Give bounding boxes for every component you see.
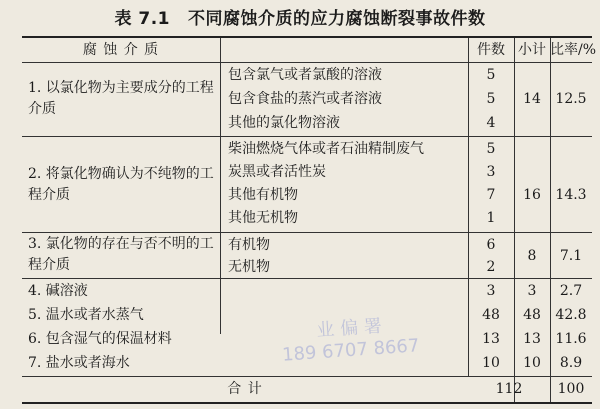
- row-rule: [22, 278, 592, 279]
- row-7-count: 10: [482, 355, 500, 371]
- group-2-count-4: 1: [486, 210, 496, 226]
- row-4-count: 3: [486, 283, 496, 299]
- row-5-count: 48: [482, 307, 500, 323]
- row-6-subtotal: 13: [523, 331, 541, 347]
- group-2-label: 2. 将氯化物确认为不纯物的工程介质: [28, 166, 214, 203]
- row-5-subtotal: 48: [523, 307, 541, 323]
- group-2-subtotal: 16: [523, 187, 541, 203]
- group-1-ratio: 12.5: [555, 91, 587, 107]
- group-1-count-3: 4: [486, 115, 496, 131]
- row-5-label: 5. 温水或者水蒸气: [28, 307, 144, 323]
- watermark-line-1: 业 偏 署: [315, 315, 383, 342]
- group-2-item-1: 柴油燃烧气体或者石油精制废气: [228, 141, 424, 157]
- row-4-ratio: 2.7: [559, 283, 583, 299]
- row-4-label: 4. 碱溶液: [28, 283, 88, 299]
- group-3-count-1: 6: [486, 237, 496, 253]
- group-2-count-2: 3: [486, 164, 496, 180]
- group-2-ratio: 14.3: [555, 187, 587, 203]
- row-7-subtotal: 10: [523, 355, 541, 371]
- row-6-count: 13: [482, 331, 500, 347]
- group-3-item-1: 有机物: [228, 237, 270, 253]
- group-1-label: 1. 以氯化物为主要成分的工程介质: [28, 80, 214, 117]
- total-ratio: 100: [557, 381, 585, 397]
- header-rule: [22, 62, 592, 63]
- stress-corrosion-table: [22, 36, 597, 404]
- group-1-count-1: 5: [486, 67, 496, 83]
- row-6-ratio: 11.6: [555, 331, 587, 347]
- row-4-subtotal: 3: [527, 283, 537, 299]
- group-1-subtotal: 14: [523, 91, 541, 107]
- row-7-ratio: 8.9: [559, 355, 583, 371]
- group-1-item-1: 包含氯气或者氯酸的溶液: [228, 67, 382, 83]
- table-title: [0, 4, 600, 29]
- group-2-item-3: 其他有机物: [228, 187, 298, 203]
- header-subtotal: 小计: [518, 42, 546, 58]
- table-number: 表 7.1: [114, 9, 171, 29]
- header-ratio: 比率/%: [550, 42, 597, 58]
- group-2-count-1: 5: [486, 141, 496, 157]
- group-2-item-2: 炭黑或者活性炭: [228, 164, 326, 180]
- group-1-item-3: 其他的氯化物溶液: [228, 115, 340, 131]
- row-6-label: 6. 包含湿气的保温材料: [28, 331, 172, 347]
- group-3-item-2: 无机物: [228, 259, 270, 275]
- group-3-subtotal: 8: [527, 248, 537, 264]
- group-3-label: 3. 氯化物的存在与否不明的工程介质: [28, 236, 214, 273]
- group-2-count-3: 7: [486, 187, 496, 203]
- group-1-count-2: 5: [486, 91, 496, 107]
- group-2-item-4: 其他无机物: [228, 210, 298, 226]
- group-1-item-2: 包含食盐的蒸汽或者溶液: [228, 91, 382, 107]
- row-7-label: 7. 盐水或者海水: [28, 355, 130, 371]
- row-rule: [22, 136, 592, 137]
- header-medium: 腐 蚀 介 质: [82, 42, 160, 58]
- row-5-ratio: 42.8: [555, 307, 587, 323]
- group-3-ratio: 7.1: [559, 248, 583, 264]
- group-3-count-2: 2: [486, 259, 496, 275]
- row-rule: [22, 232, 592, 233]
- total-label: 合 计: [227, 381, 263, 397]
- total-rule: [22, 376, 592, 377]
- watermark-line-2: 189 6707 8667: [281, 335, 421, 366]
- header-count: 件数: [477, 42, 505, 58]
- table-caption: 不同腐蚀介质的应力腐蚀断裂事故件数: [188, 9, 486, 29]
- total-subtotal: 112: [495, 381, 523, 397]
- column-divider: [220, 38, 221, 334]
